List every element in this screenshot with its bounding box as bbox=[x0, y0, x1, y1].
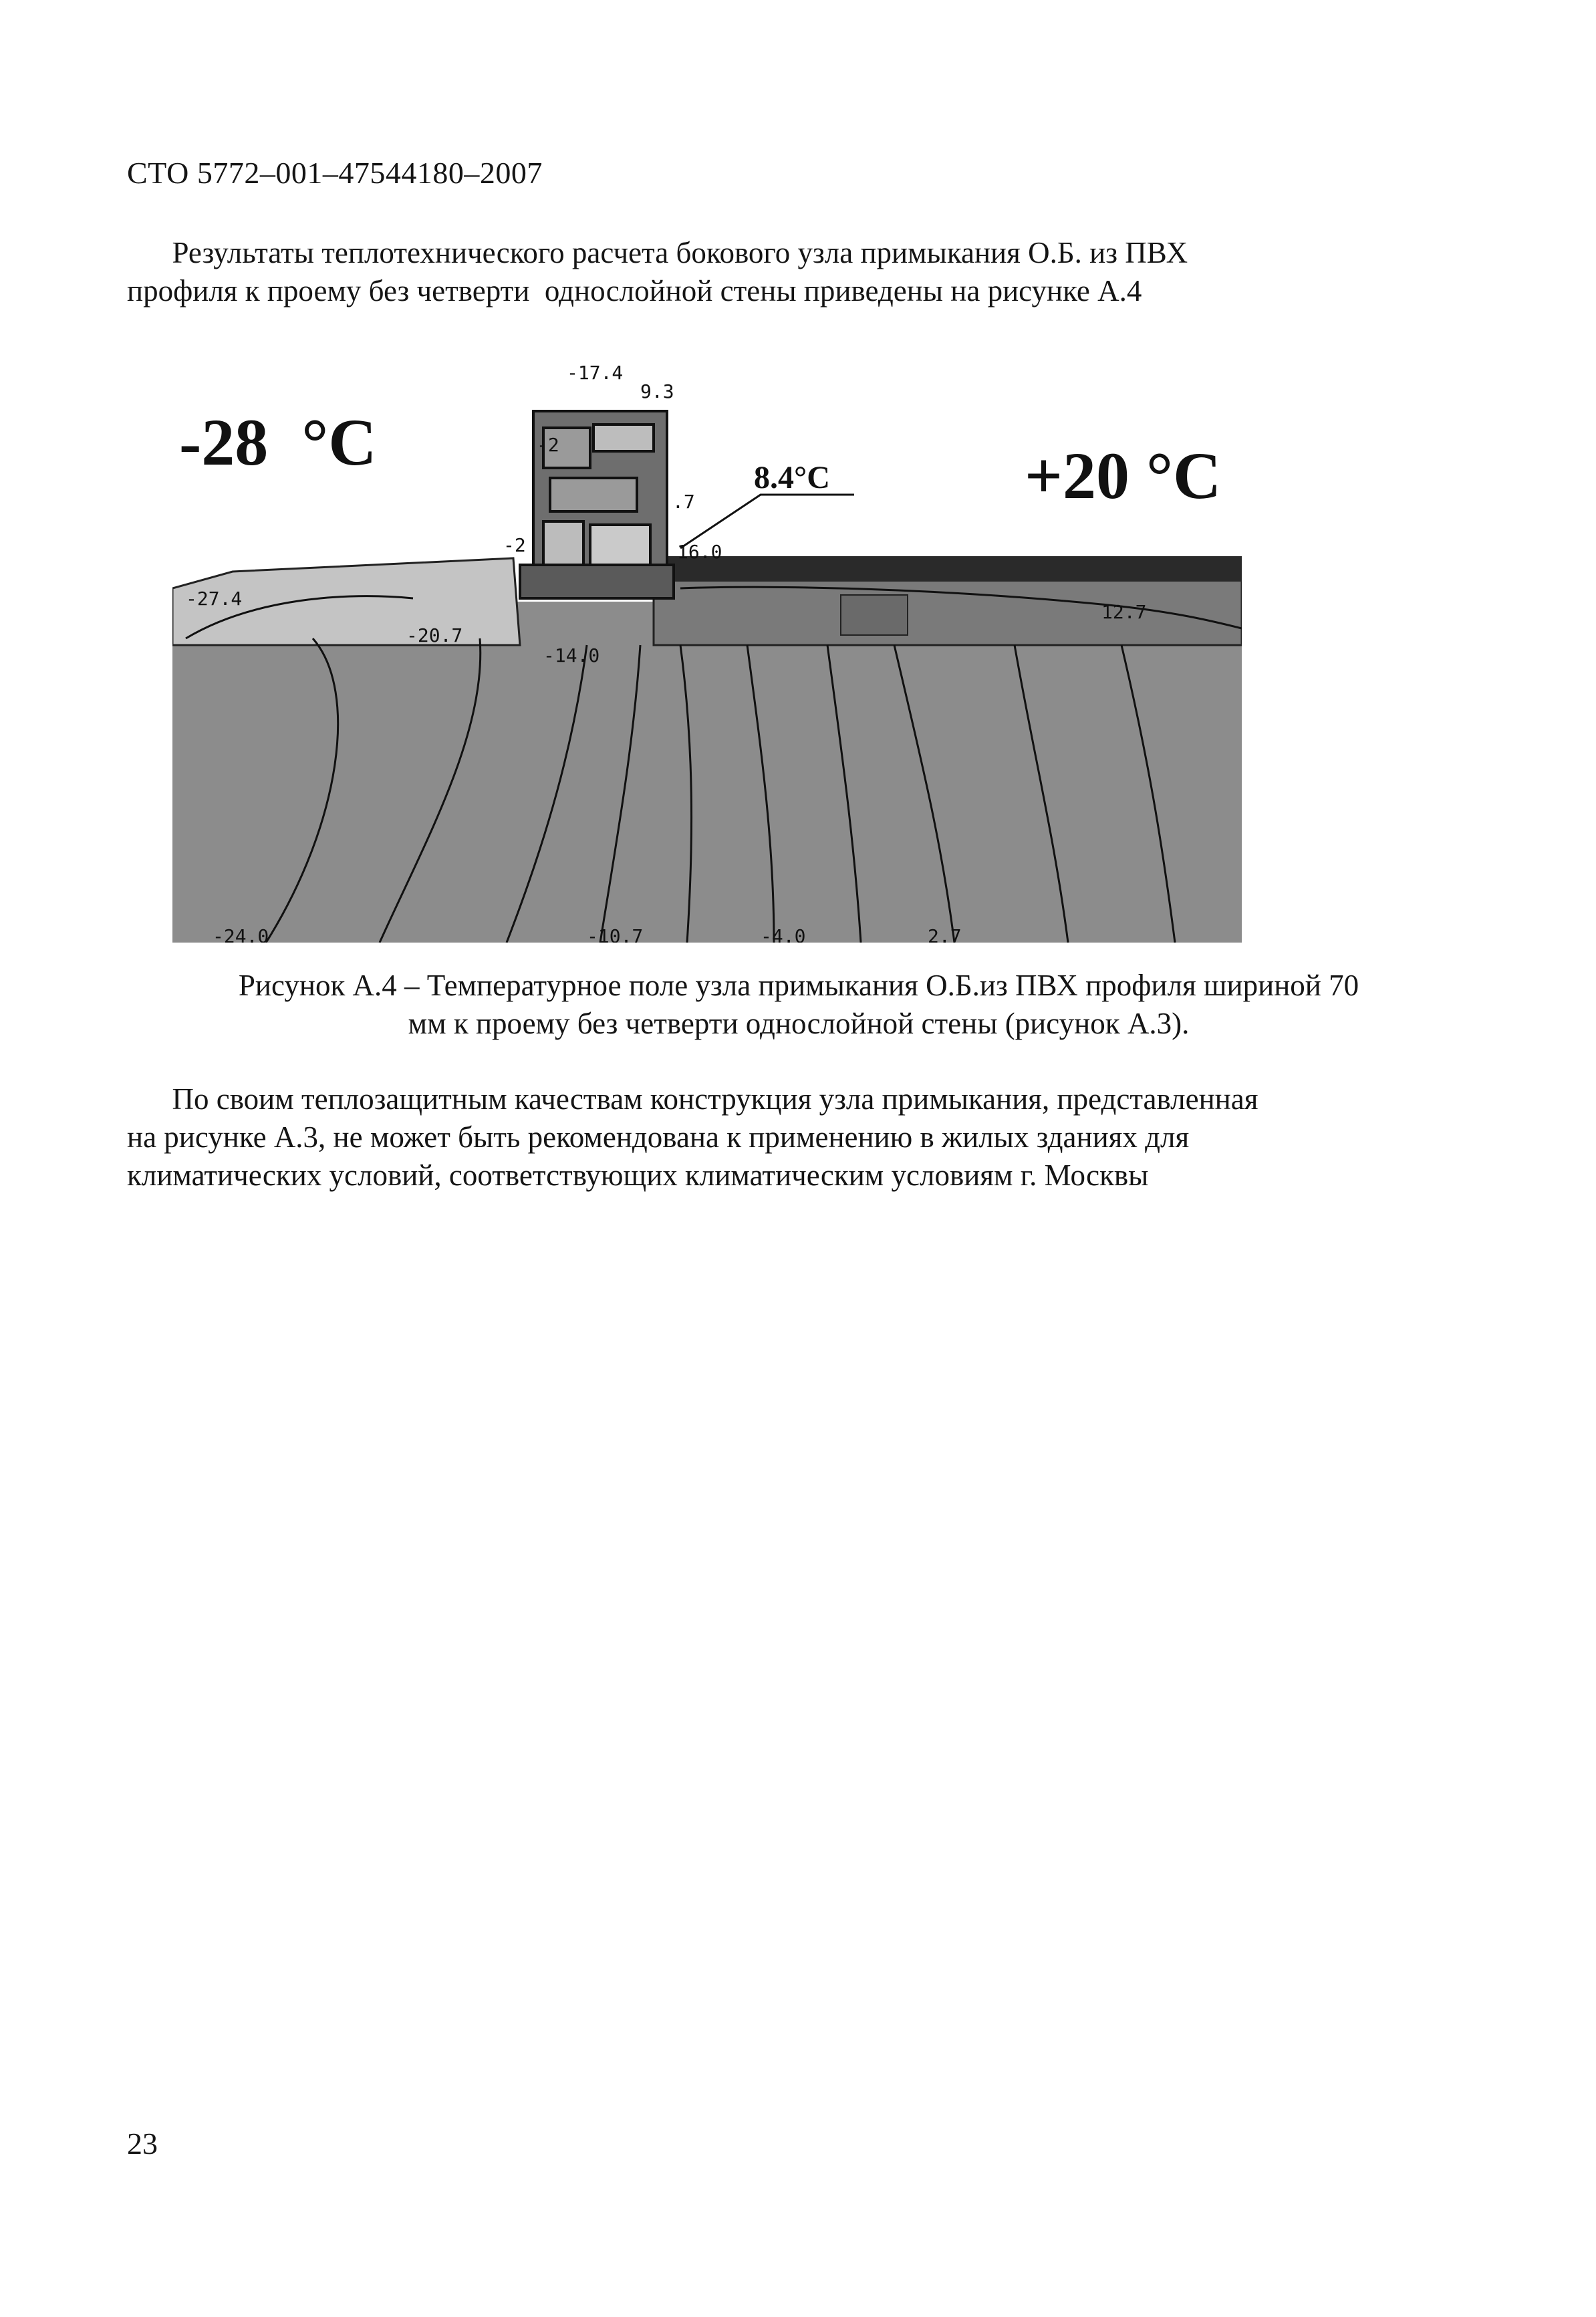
page-number: 23 bbox=[127, 2126, 158, 2161]
intro-paragraph bbox=[127, 234, 1470, 310]
interior-finish-band bbox=[654, 556, 1242, 582]
isotherm-label: .7 bbox=[672, 491, 695, 513]
isotherm-label: -10.7 bbox=[587, 925, 644, 943]
outside-temperature-label: -28 °C bbox=[179, 405, 377, 479]
conclusion-line: на рисунке А.3, не может быть рекомендована к применению в жилых зданиях для bbox=[127, 1120, 1190, 1154]
conclusion-line: По своим теплозащитным качествам конструкция узла примыкания, представленная bbox=[127, 1082, 1258, 1116]
isotherm-label: -27.4 bbox=[186, 588, 243, 610]
conclusion-line: климатических условий, соответствующих климатическим условиям г. Москвы bbox=[127, 1158, 1149, 1192]
document-code: СТО 5772–001–47544180–2007 bbox=[127, 156, 543, 190]
isotherm-label: 2.7 bbox=[928, 925, 962, 943]
inside-temperature-label: +20 °C bbox=[1025, 439, 1222, 513]
sill-block bbox=[841, 595, 908, 635]
caption-line: Рисунок А.4 – Температурное поле узла примыкания О.Б.из ПВХ профиля шириной 70 bbox=[238, 969, 1359, 1002]
isotherm-label: 9.3 bbox=[640, 380, 674, 402]
isotherm-label: -24.0 bbox=[213, 925, 269, 943]
callout-temperature-label: 8.4°C bbox=[754, 460, 830, 495]
isotherm-label: -4.0 bbox=[761, 925, 806, 943]
isotherm-label: -14.0 bbox=[543, 644, 600, 666]
isotherm-label: -2 bbox=[503, 534, 526, 556]
intro-line: профиля к проему без четверти однослойной стены приведены на рисунке А.4 bbox=[127, 274, 1142, 308]
isotherm-label: -20.7 bbox=[406, 624, 463, 646]
isotherm-label: 16.0 bbox=[677, 541, 722, 563]
callout-leader bbox=[680, 495, 854, 548]
isotherm-label: -2 bbox=[537, 434, 559, 456]
intro-line: Результаты теплотехнического расчета бокового узла примыкания О.Б. из ПВХ bbox=[127, 236, 1188, 269]
caption-line: мм к проему без четверти однослойной стены (рисунок А.3). bbox=[408, 1007, 1190, 1040]
isotherm-label: 12.7 bbox=[1101, 601, 1147, 623]
temperature-field-figure bbox=[172, 358, 1242, 943]
isotherm-label: -17.4 bbox=[567, 362, 624, 384]
conclusion-paragraph bbox=[127, 1080, 1470, 1195]
figure-caption bbox=[127, 967, 1470, 1043]
interior-reveal bbox=[654, 578, 1242, 645]
